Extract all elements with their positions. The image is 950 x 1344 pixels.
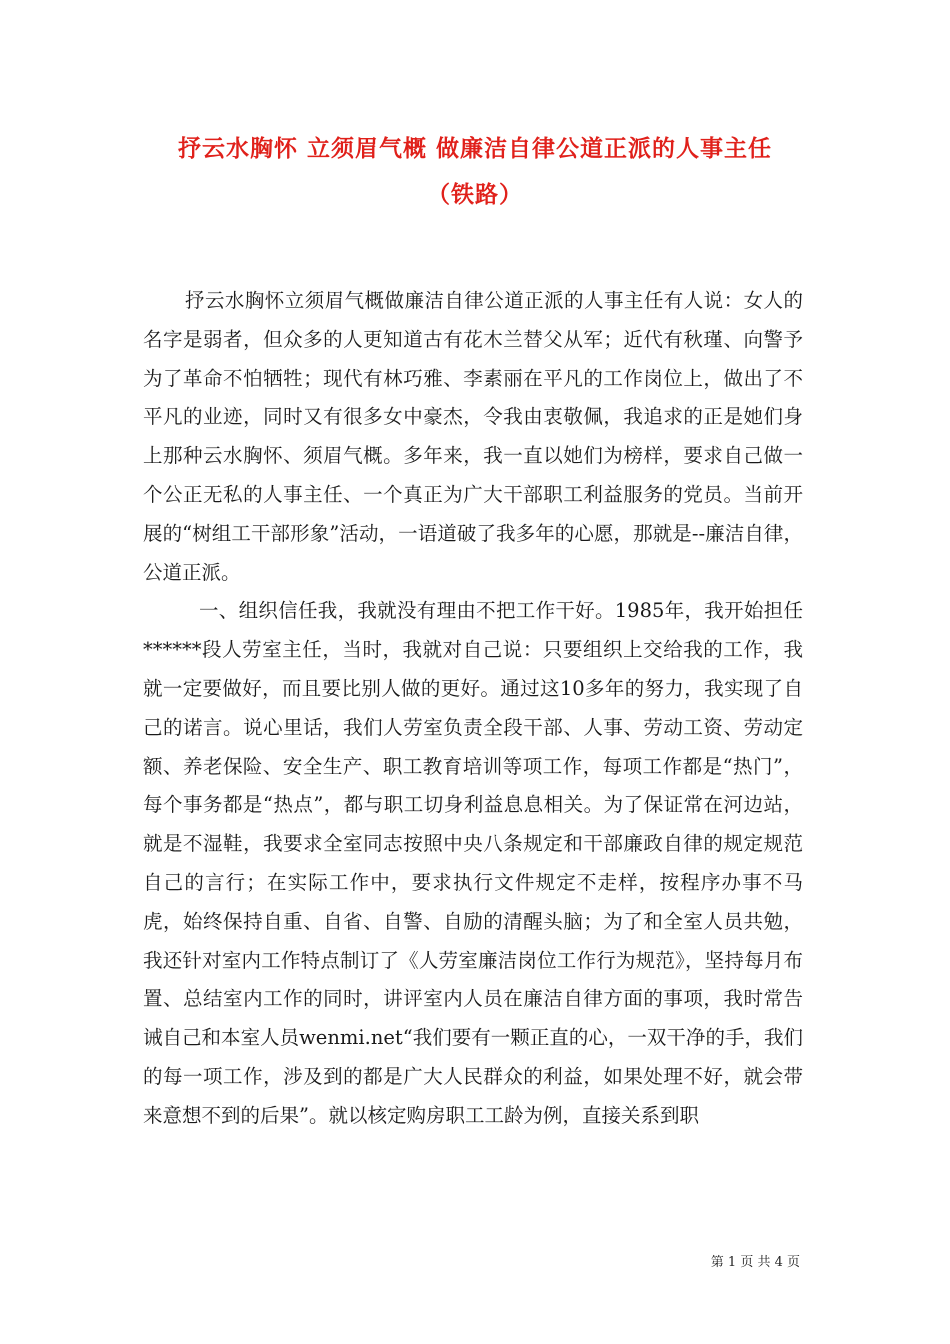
document-subtitle: （铁路）: [427, 181, 523, 208]
paragraph-section-one: 一、组织信任我，我就没有理由不把工作干好。1985年，我开始担任******段人劳室主任，当时，我就对自己说：只要组织上交给我的工作，我就一定要做好，而且要比别人做的更好。通过这10多年的努力，我实现了自己的诺言。说心里话，我们人劳室负责全段干部、人事、劳动工资、劳动定额、养老保险、安全生产、职工教育培训等项工作，每项工作都是“热门”，每个事务都是“热点”，都与职工切身利益息息相关。为了保证常在河边站，就是不湿鞋，我要求全室同志按照中央八条规定和干部廉政自律的规定规范自己的言行；在实际工作中，要求执行文件规定不走样，按程序办事不马虎，始终保持自重、自省、自警、自励的清醒头脑；为了和全室人员共勉，我还针对室内工作特点制订了《人劳室廉洁岗位工作行为规范》，坚持每月布置、总结室内工作的同时，讲评室内人员在廉洁自律方面的事项，我时常告诫自己和本室人员wenmi.net“我们要有一颗正直的心，一双干净的手，我们的每一项工作，涉及到的都是广大人民群众的利益，如果处理不好，就会带来意想不到的后果”。就以核定购房职工工龄为例，直接关系到职: [143, 599, 803, 1127]
page-number-footer: 第 1 页 共 4 页: [710, 1255, 800, 1270]
document-body: [143, 282, 803, 1136]
document-title: 抒云水胸怀 立须眉气概 做廉洁自律公道正派的人事主任: [177, 135, 772, 162]
paragraph-intro: 抒云水胸怀立须眉气概做廉洁自律公道正派的人事主任有人说：女人的名字是弱者，但众多的人更知道古有花木兰替父从军；近代有秋瑾、向警予为了革命不怕牺牲；现代有林巧雅、李素丽在平凡的工作岗位上，做出了不平凡的业迹，同时又有很多女中豪杰，令我由衷敬佩，我追求的正是她们身上那种云水胸怀、须眉气概。多年来，我一直以她们为榜样，要求自己做一个公正无私的人事主任、一个真正为广大干部职工利益服务的党员。当前开展的“树组工干部形象”活动，一语道破了我多年的心愿，那就是--廉洁自律，公道正派。: [143, 289, 803, 584]
